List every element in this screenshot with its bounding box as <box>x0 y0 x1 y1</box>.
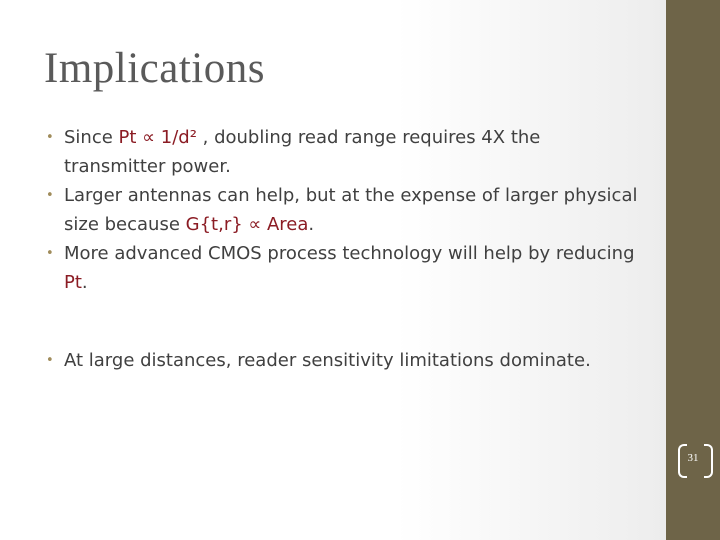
bullet-text-segment: . <box>308 214 315 235</box>
bullet-formula: Pt ∝ 1/d² <box>118 127 197 148</box>
bullet-text-segment: , doubling read range requires 4X the transmitter power. <box>64 127 541 177</box>
bullet-formula: G{t,r} ∝ Area <box>185 214 309 235</box>
bullet-item <box>46 181 646 239</box>
bullet-text-segment: More advanced CMOS process technology will help by reducing <box>64 243 635 264</box>
bullet-icon: • <box>46 246 54 261</box>
bullet-text-segment: . <box>81 272 88 293</box>
bullet-formula: Pt <box>64 272 82 293</box>
bullet-list <box>46 123 646 375</box>
page-number: 31 <box>687 452 699 464</box>
bullet-item <box>46 346 646 375</box>
bullet-item <box>46 123 646 181</box>
slide-title: Implications <box>44 45 265 92</box>
bullet-text-segment: Since <box>64 127 119 148</box>
page-number-badge <box>666 442 720 478</box>
bullet-icon: • <box>46 188 54 203</box>
bullet-text-segment: Larger antennas can help, but at the expense of larger physical size because <box>64 185 638 235</box>
bullet-text-segment: At large distances, reader sensitivity limitations dominate. <box>64 350 591 371</box>
bullet-icon: • <box>46 130 54 145</box>
bullet-item <box>46 239 646 297</box>
right-bracket-icon <box>704 444 713 478</box>
bullet-icon: • <box>46 353 54 368</box>
